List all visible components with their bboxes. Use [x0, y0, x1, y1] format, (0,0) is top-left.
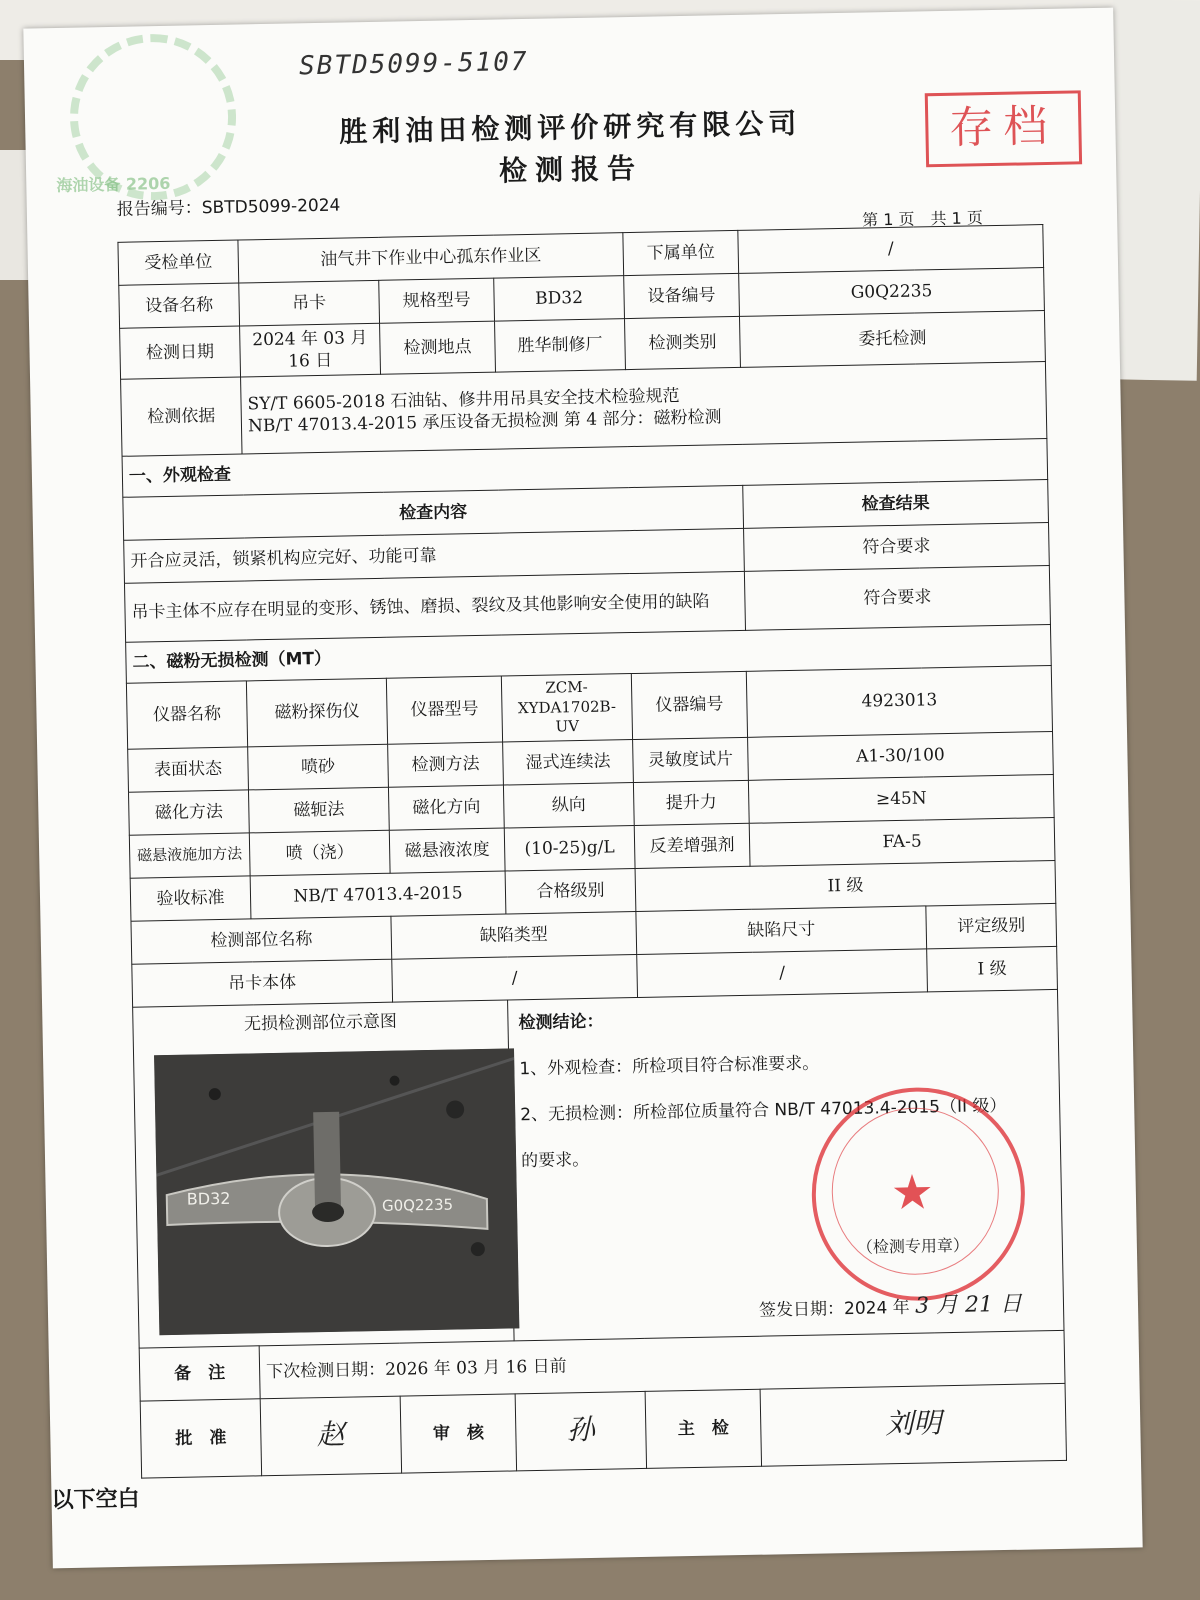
conclusion-cell [508, 989, 1064, 1340]
visual-item-1: 开合应灵活，锁紧机构应完好、功能可靠 [124, 529, 745, 584]
contrast-value: FA-5 [749, 817, 1055, 866]
category-value: 委托检测 [739, 311, 1045, 368]
mag-method-value: 磁轭法 [248, 787, 389, 833]
equip-name-value: 吊卡 [239, 280, 380, 326]
content-header: 检查内容 [123, 486, 744, 541]
concentration-value: (10-25)g/L [504, 825, 635, 870]
apply-label: 磁悬液施加方法 [129, 833, 250, 878]
category-label: 检测类别 [624, 316, 740, 369]
date-value: 2024 年 03 月 16 日 [240, 323, 381, 377]
conclusion-line-3: 的要求。 [520, 1149, 590, 1171]
equip-no-value: G0Q2235 [739, 268, 1045, 317]
instrument-model-label: 仪器型号 [386, 676, 502, 744]
table-row [133, 989, 1064, 1348]
approve-signature-text: 赵 [316, 1418, 346, 1452]
basis-label: 检测依据 [121, 377, 242, 456]
model-label: 规格型号 [379, 278, 495, 323]
defect-type-value: / [392, 954, 638, 1002]
lift-value: ≥45N [748, 774, 1054, 823]
review-label: 审 核 [400, 1394, 516, 1473]
review-signature [515, 1391, 646, 1470]
lift-label: 提升力 [633, 780, 749, 825]
report-table [117, 224, 1067, 1478]
mag-method-label: 磁化方法 [128, 790, 249, 835]
instrument-name-value: 磁粉探伤仪 [246, 678, 387, 746]
sub-unit-label: 下属单位 [623, 230, 739, 275]
method-value: 湿式连续法 [503, 739, 634, 784]
archive-stamp: 存档 [925, 90, 1082, 167]
concentration-label: 磁悬液浓度 [389, 828, 505, 873]
grade-value: II 级 [635, 860, 1056, 911]
inspector-label: 主 检 [645, 1389, 761, 1468]
report-number [117, 191, 341, 220]
diagram-title: 无损检测部位示意图 [243, 1011, 398, 1035]
surface-label: 表面状态 [128, 747, 249, 792]
remarks-label: 备 注 [139, 1346, 260, 1401]
instrument-no-value: 4923013 [746, 666, 1052, 737]
visual-item-2: 吊卡主体不应存在明显的变形、锈蚀、磨损、裂纹及其他影响安全使用的缺陷 [124, 572, 745, 643]
background-paper-right [1107, 0, 1200, 381]
handwritten-note: SBTD5099-5107 [298, 46, 529, 82]
report-number-label: 报告编号： [116, 198, 202, 220]
surface-value: 喷砂 [248, 744, 389, 790]
grade-label: 合格级别 [505, 868, 636, 913]
model-value: BD32 [494, 276, 625, 321]
rating-header: 评定级别 [926, 903, 1057, 948]
date-label: 检测日期 [120, 326, 241, 379]
instrument-model-value: ZCM-XYDA1702B-UV [501, 674, 632, 742]
watermark-text: 海油设备 2206 [56, 173, 171, 195]
part-header: 检测部位名称 [131, 916, 392, 964]
inspector-signature-text: 刘明 [884, 1406, 942, 1441]
sign-date-label: 签发日期：2024 年 [758, 1297, 910, 1321]
mt-section-title: 二、磁粉无损检测（MT） [126, 625, 1052, 684]
unit-value: 油气井下作业中心孤东作业区 [238, 233, 624, 283]
photo-label-right: G0Q2235 [381, 1195, 454, 1215]
conclusion-line-1: 1、外观检查：所检项目符合标准要求。 [519, 1053, 820, 1079]
equip-name-label: 设备名称 [119, 283, 240, 328]
report-sheet [23, 8, 1142, 1569]
table-row [140, 1383, 1066, 1478]
apply-value: 喷（浇） [249, 830, 390, 876]
company-name: 胜利油田检测评价研究有限公司 [339, 106, 802, 149]
basis-line-1: SY/T 6605-2018 石油钻、修井用吊具安全技术检验规范 [247, 386, 680, 415]
sign-date [759, 1290, 1023, 1324]
sign-date-handwritten: 3 月 21 日 [914, 1291, 1023, 1319]
conclusion-title: 检测结论： [518, 1011, 604, 1033]
photo-label-left: BD32 [186, 1188, 231, 1209]
report-number-value: SBTD5099-2024 [201, 195, 341, 219]
document-title: 检测报告 [498, 151, 644, 188]
elevator-photo-graphic [154, 1048, 519, 1335]
diagram-cell [133, 1000, 514, 1348]
mag-direction-value: 纵向 [503, 782, 634, 827]
official-seal [810, 1085, 1027, 1302]
visual-section-title: 一、外观检查 [122, 439, 1048, 498]
visual-result-2: 符合要求 [744, 566, 1050, 631]
sensitivity-label: 灵敏度试片 [633, 737, 749, 782]
page-info: 第 1 页 共 1 页 [861, 208, 984, 230]
location-label: 检测地点 [380, 321, 496, 374]
inspector-signature [760, 1383, 1066, 1466]
review-signature-text: 孙 [566, 1413, 596, 1447]
instrument-no-label: 仪器编号 [631, 672, 747, 740]
part-value: 吊卡本体 [132, 959, 393, 1007]
inspection-photo [154, 1048, 519, 1335]
below-blank-note: 以下空白 [51, 1486, 140, 1514]
defect-type-header: 缺陷类型 [391, 911, 637, 959]
remarks-value: 下次检测日期：2026 年 03 月 16 日前 [259, 1330, 1065, 1398]
location-value: 胜华制修厂 [495, 319, 626, 373]
mag-direction-label: 磁化方向 [388, 785, 504, 830]
conclusion-line-2: 2、无损检测：所检部位质量符合 NB/T 47013.4-2015（II 级） [520, 1095, 1007, 1125]
result-header: 检查结果 [743, 480, 1049, 529]
equip-no-label: 设备编号 [624, 273, 740, 318]
visual-result-1: 符合要求 [744, 523, 1050, 572]
approve-signature [260, 1396, 401, 1476]
sub-unit-value: / [738, 225, 1044, 274]
unit-label: 受检单位 [118, 240, 239, 285]
defect-size-header: 缺陷尺寸 [636, 906, 927, 955]
sensitivity-value: A1-30/100 [748, 731, 1054, 780]
approve-label: 批 准 [140, 1398, 261, 1477]
acceptance-label: 验收标准 [130, 876, 251, 921]
acceptance-value: NB/T 47013.4-2015 [250, 871, 506, 919]
seal-star-icon: ★ [890, 1164, 935, 1221]
seal-text: （检测专用章） [856, 1235, 970, 1257]
contrast-label: 反差增强剂 [634, 823, 750, 868]
rating-value: I 级 [927, 946, 1058, 991]
instrument-name-label: 仪器名称 [126, 681, 247, 749]
method-label: 检测方法 [388, 742, 504, 787]
basis-line-2: NB/T 47013.4-2015 承压设备无损检测 第 4 部分：磁粉检测 [247, 407, 722, 437]
defect-size-value: / [637, 949, 928, 998]
